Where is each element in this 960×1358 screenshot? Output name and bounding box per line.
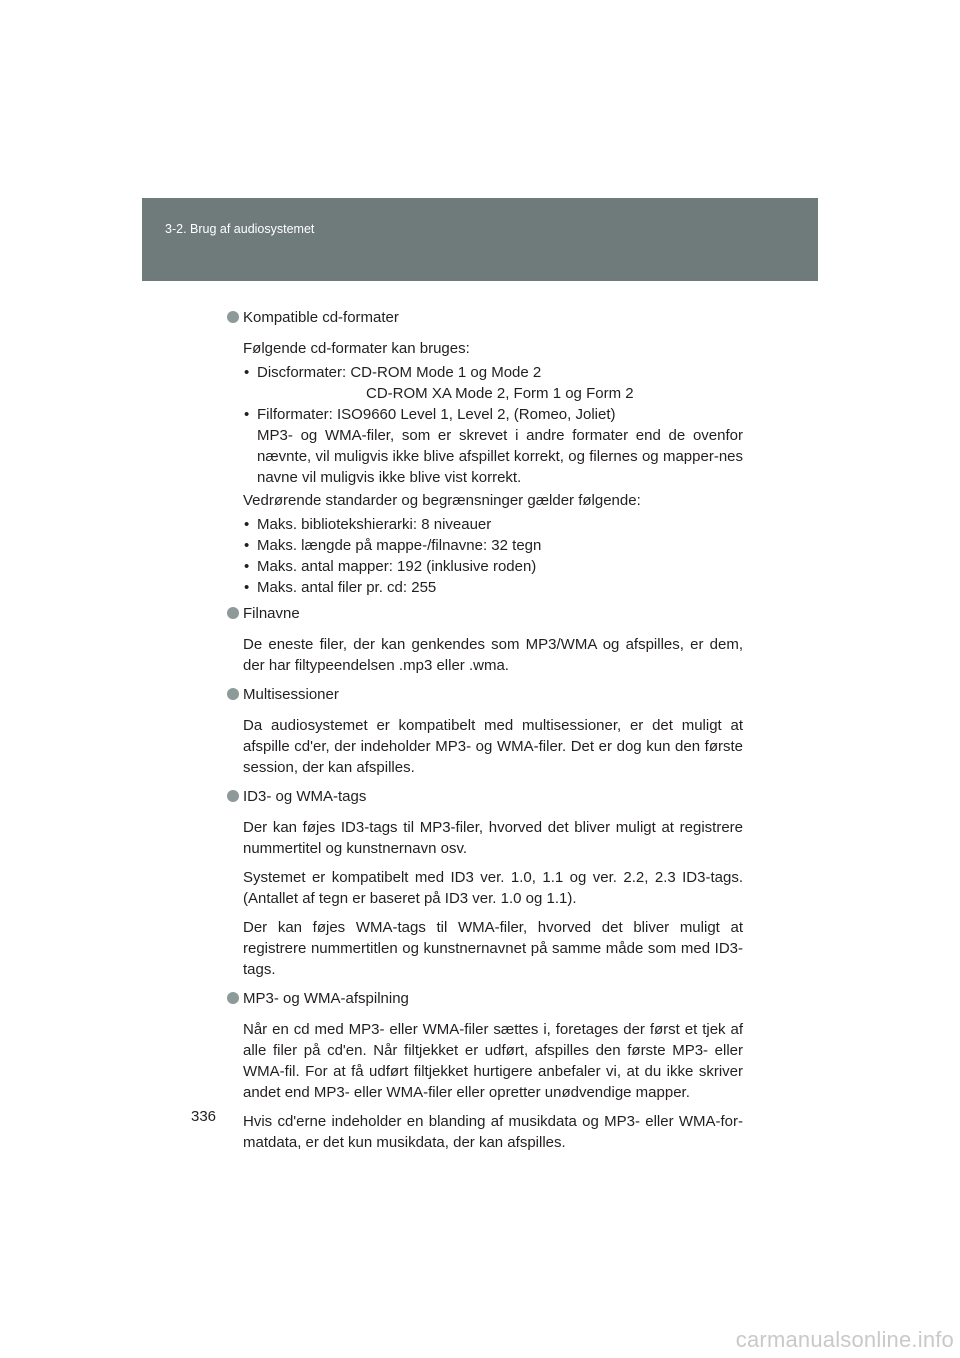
list-item: • Maks. længde på mappe-/filnavne: 32 tegn	[244, 537, 542, 554]
list-item: • Maks. antal filer pr. cd: 255	[244, 579, 437, 596]
paragraph: Når en cd med MP3- eller WMA-filer sættes i, foretages der først et tjek af alle filer på cd'en. Når filtjekket er udført, afspilles den første MP3- eller WMA-fil. For at få udført filtjekket hurtigere anbefaler vi, at du ikke skriver andet end MP3- eller WMA-filer eller opretter unødvendige mapper.	[243, 1021, 743, 1101]
section-compatible-formats	[227, 307, 743, 598]
limits-list	[243, 514, 743, 598]
page-content	[227, 307, 743, 1161]
paragraph: Der kan føjes ID3-tags til MP3-filer, hvorved det bliver muligt at registrere nummertitel og kunstnernavn osv.	[243, 819, 743, 857]
bullet-dot-icon	[227, 311, 239, 323]
bullet-icon: •	[244, 579, 250, 596]
list-item: • Filformater: ISO9660 Level 1, Level 2, (Romeo, Joliet) MP3- og WMA-filer, som er skrevet i andre formater end de ovenfor nævnte, vil muligvis ikke blive afspillet korrekt, og filernes og mapper-nes navne vil muligvis ikke blive vist korrekt.	[244, 406, 743, 486]
bullet-icon: •	[244, 516, 250, 533]
list-item: • Maks. bibliotekshierarki: 8 niveauer	[244, 516, 492, 533]
section-heading: MP3- og WMA-afspilning	[227, 988, 743, 1009]
bullet-icon: •	[244, 558, 250, 575]
list-item: • Maks. antal mapper: 192 (inklusive roden)	[244, 558, 537, 575]
paragraph: Hvis cd'erne indeholder en blanding af musikdata og MP3- eller WMA-for-matdata, er det kun musikdata, der kan afspilles.	[243, 1113, 743, 1151]
bullet-dot-icon	[227, 688, 239, 700]
section-heading: Filnavne	[227, 603, 743, 624]
paragraph: Da audiosystemet er kompatibelt med multisessioner, er det muligt at afspille cd'er, der indeholder MP3- og WMA-filer. Det er dog kun den første session, der kan afspilles.	[243, 717, 743, 776]
bullet-dot-icon	[227, 790, 239, 802]
list-item-continuation: CD-ROM XA Mode 2, Form 1 og Form 2	[366, 385, 634, 402]
paragraph: Vedrørende standarder og begrænsninger gælder følgende:	[243, 492, 641, 509]
section-header-bar	[142, 198, 818, 281]
bullet-dot-icon	[227, 992, 239, 1004]
bullet-dot-icon	[227, 607, 239, 619]
section-heading: Kompatible cd-formater	[227, 307, 743, 328]
bullet-icon: •	[244, 406, 250, 423]
list-item-note: MP3- og WMA-filer, som er skrevet i andre formater end de ovenfor nævnte, vil muligvis ikke blive afspillet korrekt, og filernes og mapper-nes navne vil muligvis ikke blive vist korrekt.	[257, 427, 743, 486]
paragraph: De eneste filer, der kan genkendes som MP3/WMA og afspilles, er dem, der har filtypeendelsen .mp3 eller .wma.	[243, 636, 743, 674]
section-title: 3-2. Brug af audiosystemet	[165, 222, 315, 236]
list-item: • Discformater: CD-ROM Mode 1 og Mode 2 CD-ROM XA Mode 2, Form 1 og Form 2	[243, 362, 743, 404]
bullet-icon: •	[244, 537, 250, 554]
paragraph: Der kan føjes WMA-tags til WMA-filer, hvorved det bliver muligt at registrere nummertitlen og kunstnernavnet på samme måde som med ID3-tags.	[243, 919, 743, 978]
watermark: carmanualsonline.info	[735, 1327, 954, 1352]
paragraph: Følgende cd-formater kan bruges:	[243, 340, 470, 357]
section-mp3-wma-playback	[227, 988, 743, 1153]
section-multisession	[227, 684, 743, 778]
format-list	[243, 362, 743, 488]
bullet-icon: •	[244, 364, 250, 381]
page-number: 336	[191, 1108, 217, 1125]
section-filenames	[227, 603, 743, 676]
section-heading: ID3- og WMA-tags	[227, 786, 743, 807]
paragraph: Systemet er kompatibelt med ID3 ver. 1.0, 1.1 og ver. 2.2, 2.3 ID3-tags. (Antallet af tegn er baseret på ID3 ver. 1.0 og 1.1).	[243, 869, 743, 907]
section-id3-wma-tags	[227, 786, 743, 980]
section-heading: Multisessioner	[227, 684, 743, 705]
